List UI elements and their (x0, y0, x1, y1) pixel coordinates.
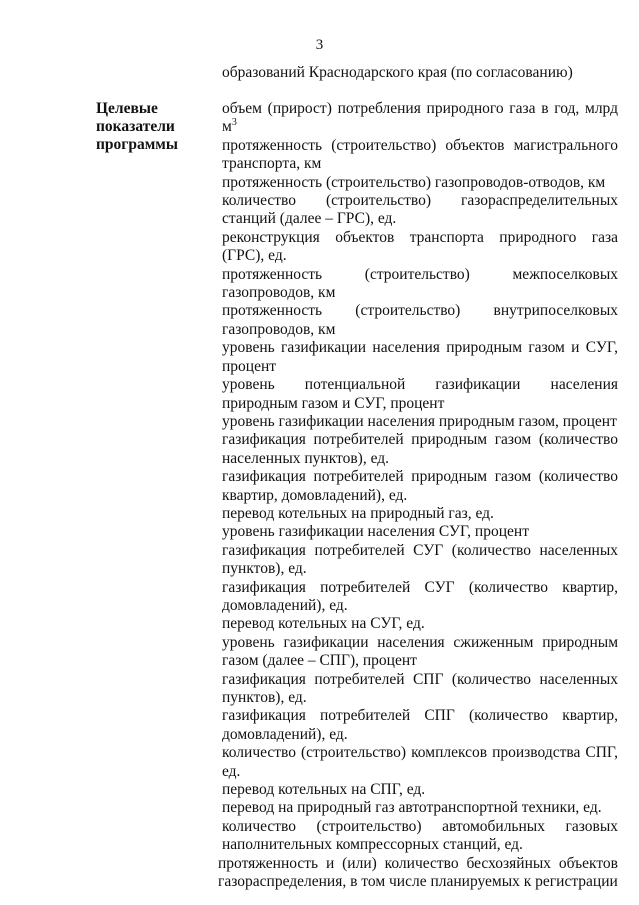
indicator-item: реконструкция объектов транспорта природного газа (ГРС), ед. (222, 228, 618, 265)
indicator-item: уровень газификации населения природным газом, процент (222, 412, 617, 430)
indicator-item: протяженность и (или) количество бесхозяйных объектов газораспределения, в том числе планируемых к регистрации (218, 854, 618, 891)
superscript-3: 3 (231, 117, 237, 129)
section-label-line-2: показатели (96, 118, 175, 135)
indicator-item: уровень газификации населения природным газом и СУГ, процент (222, 339, 618, 375)
indicator-item: газификация потребителей СУГ (количество населенных пунктов), ед. (222, 541, 618, 578)
indicator-item: газификация потребителей природным газом (количество населенных пунктов), ед. (222, 431, 618, 467)
indicator-item: протяженность (строительство) газопроводов-отводов, км (222, 173, 606, 191)
indicator-item: уровень газификации населения СУГ, процент (222, 523, 529, 541)
indicator-item: газификация потребителей СПГ (количество квартир, домовладений), ед. (222, 707, 618, 743)
indicator-item: газификация потребителей СУГ (количество квартир, домовладений), ед. (222, 578, 618, 614)
indicator-item: количество (строительство) автомобильных газовых наполнительных компрессорных станций, ед. (222, 817, 618, 854)
indicator-list (218, 100, 618, 891)
indicator-item: перевод котельных на СУГ, ед. (222, 615, 425, 633)
indicator-item: протяженность (строительство) объектов магистрального транспорта, км (222, 136, 618, 173)
indicator-item: уровень потенциальной газификации населения природным газом и СУГ, процент (222, 376, 618, 412)
indicator-item: перевод котельных на СПГ, ед. (222, 781, 426, 799)
section-label (96, 100, 214, 154)
indicator-item (222, 100, 618, 137)
section-label-line-3: программы (96, 136, 178, 153)
page-number: 3 (315, 37, 324, 53)
indicator-item: количество (строительство) газораспределительных станций (далее – ГРС), ед. (222, 192, 618, 228)
indicator-item: протяженность (строительство) межпоселковых газопроводов, км (222, 265, 618, 302)
indicator-text: объем (прирост) потребления природного газа в год, млрд м (222, 100, 618, 136)
indicator-item: перевод котельных на природный газ, ед. (222, 504, 494, 522)
indicator-item: газификация потребителей природным газом (количество квартир, домовладений), ед. (222, 468, 618, 504)
indicator-item: газификация потребителей СПГ (количество населенных пунктов), ед. (222, 670, 618, 706)
section-label-line-1: Целевые (96, 100, 158, 117)
indicator-item: уровень газификации населения сжиженным природным газом (далее – СПГ), процент (222, 633, 618, 670)
lead-line: образований Краснодарского края (по согласованию) (222, 64, 573, 81)
indicator-item: перевод на природный газ автотранспортной техники, ед. (222, 799, 602, 817)
indicator-item: протяженность (строительство) внутрипоселковых газопроводов, км (222, 302, 618, 338)
indicator-item: количество (строительство) комплексов производства СПГ, ед. (222, 744, 618, 780)
